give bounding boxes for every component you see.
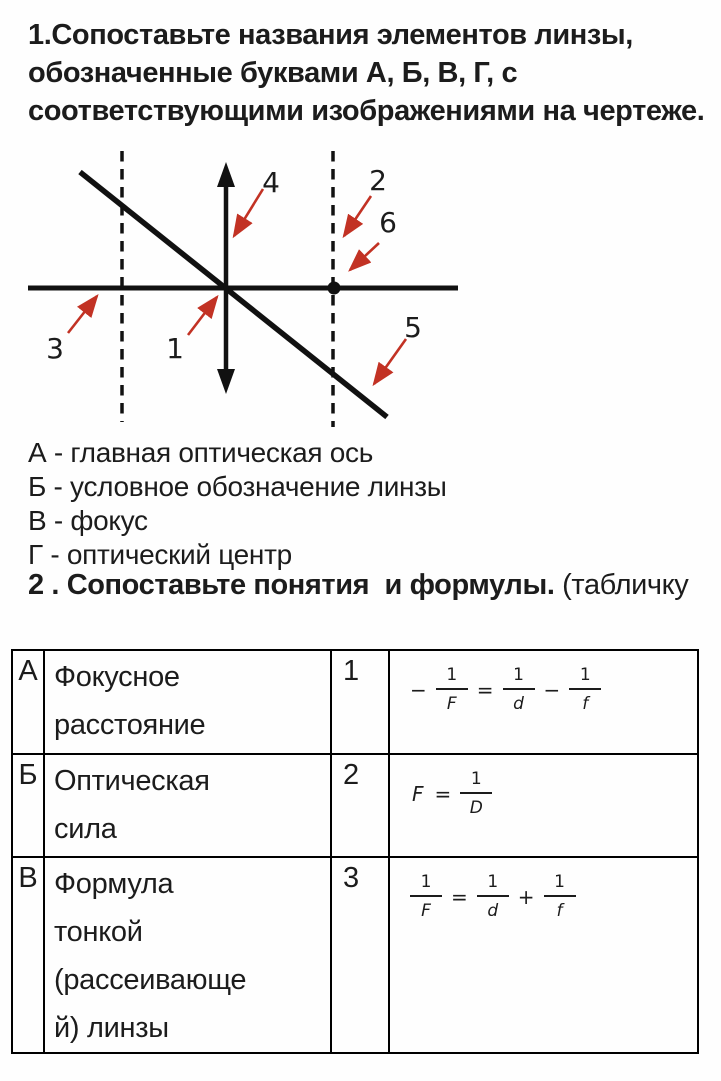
fraction-numerator: 1 [470, 769, 482, 789]
formula-operator: = [476, 677, 494, 702]
concept-line: Формула [54, 868, 174, 900]
fraction [569, 665, 601, 714]
light-ray-line [80, 172, 387, 417]
concept-line: сила [54, 813, 117, 845]
cell-formula [389, 754, 698, 857]
task1-title [28, 16, 715, 130]
task1-title-line3: соответствующими изображениями на чертеже. [28, 95, 705, 127]
cell-formula [389, 857, 698, 1053]
diagram-label-3: 3 [46, 332, 64, 365]
task2-title-rest: (табличку [554, 569, 689, 601]
formula-operator: + [517, 884, 535, 909]
fraction-numerator: 1 [513, 665, 524, 685]
fraction [477, 872, 509, 921]
diagram-label-5: 5 [404, 311, 422, 344]
concept-line: й) линзы [54, 1012, 169, 1044]
diagram-label-4: 4 [262, 166, 280, 199]
diagram-label-1: 1 [166, 332, 184, 365]
fraction-denominator: d [503, 688, 535, 714]
cell-letter: А [12, 650, 44, 754]
legend-item-a: А - главная оптическая ось [28, 437, 374, 468]
fraction-denominator: d [477, 895, 509, 921]
formula-expression [410, 665, 697, 714]
diagram-label-2: 2 [369, 164, 387, 197]
fraction [460, 769, 492, 818]
cell-letter: Б [12, 754, 44, 857]
fraction [544, 872, 576, 921]
concept-line: тонкой [54, 916, 143, 948]
diagram-label-6: 6 [379, 206, 397, 239]
fraction-denominator: D [460, 792, 492, 818]
formula-variable: F [412, 781, 424, 806]
task1-title-line1: 1.Сопоставьте названия элементов линзы, [28, 19, 633, 51]
pointer-arrow-1 [188, 297, 217, 335]
pointer-arrow-6 [350, 243, 379, 270]
lens-elements-legend [28, 436, 447, 572]
fraction-denominator: F [436, 688, 468, 714]
table-row [12, 754, 698, 857]
concepts-formulas-table [11, 649, 699, 1054]
formula-expression [410, 769, 697, 818]
formula-operator: = [451, 884, 468, 909]
fraction-denominator: f [569, 688, 601, 714]
cell-formula [389, 650, 698, 754]
task1-title-line2: обозначенные буквами А, Б, В, Г, с [28, 57, 518, 89]
fraction [436, 665, 468, 714]
formula-operator: − [543, 677, 561, 702]
fraction [410, 872, 442, 921]
cell-concept [44, 857, 331, 1053]
lens-arrowhead-bottom [217, 369, 235, 394]
concept-line: Оптическая [54, 765, 210, 797]
concept-line: (рассеивающе [54, 964, 247, 996]
cell-number: 2 [331, 754, 389, 857]
pointer-arrow-2 [344, 196, 371, 236]
fraction-numerator: 1 [487, 872, 499, 892]
cell-number: 3 [331, 857, 389, 1053]
cell-concept [44, 754, 331, 857]
legend-item-g: Г - оптический центр [28, 539, 292, 570]
pointer-arrow-4 [234, 189, 263, 236]
formula-operator: − [410, 677, 427, 702]
lens-arrowhead-top [217, 162, 235, 187]
fraction [503, 665, 535, 714]
cell-number: 1 [331, 650, 389, 754]
fraction-denominator: f [544, 895, 576, 921]
cell-letter: В [12, 857, 44, 1053]
fraction-numerator: 1 [420, 872, 432, 892]
legend-item-v: В - фокус [28, 505, 148, 536]
fraction-numerator: 1 [554, 872, 565, 892]
fraction-numerator: 1 [579, 665, 591, 685]
fraction-denominator: F [410, 895, 442, 921]
table-row [12, 857, 698, 1053]
pointer-arrow-3 [68, 296, 97, 333]
fraction-numerator: 1 [446, 665, 458, 685]
formula-operator: = [434, 781, 452, 806]
concept-line: расстояние [54, 709, 206, 741]
legend-item-b: Б - условное обозначение линзы [28, 471, 447, 502]
focus-point-dot [328, 282, 341, 295]
cell-concept [44, 650, 331, 754]
formula-expression [410, 872, 697, 921]
lens-diagram [0, 145, 721, 437]
task2-title-bold: 2 . Сопоставьте понятия и формулы. [28, 569, 555, 601]
pointer-arrow-5 [374, 339, 406, 384]
lens-symbol-double-arrow [217, 162, 235, 394]
task2-title [28, 569, 688, 602]
table-row [12, 650, 698, 754]
concept-line: Фокусное [54, 661, 180, 693]
